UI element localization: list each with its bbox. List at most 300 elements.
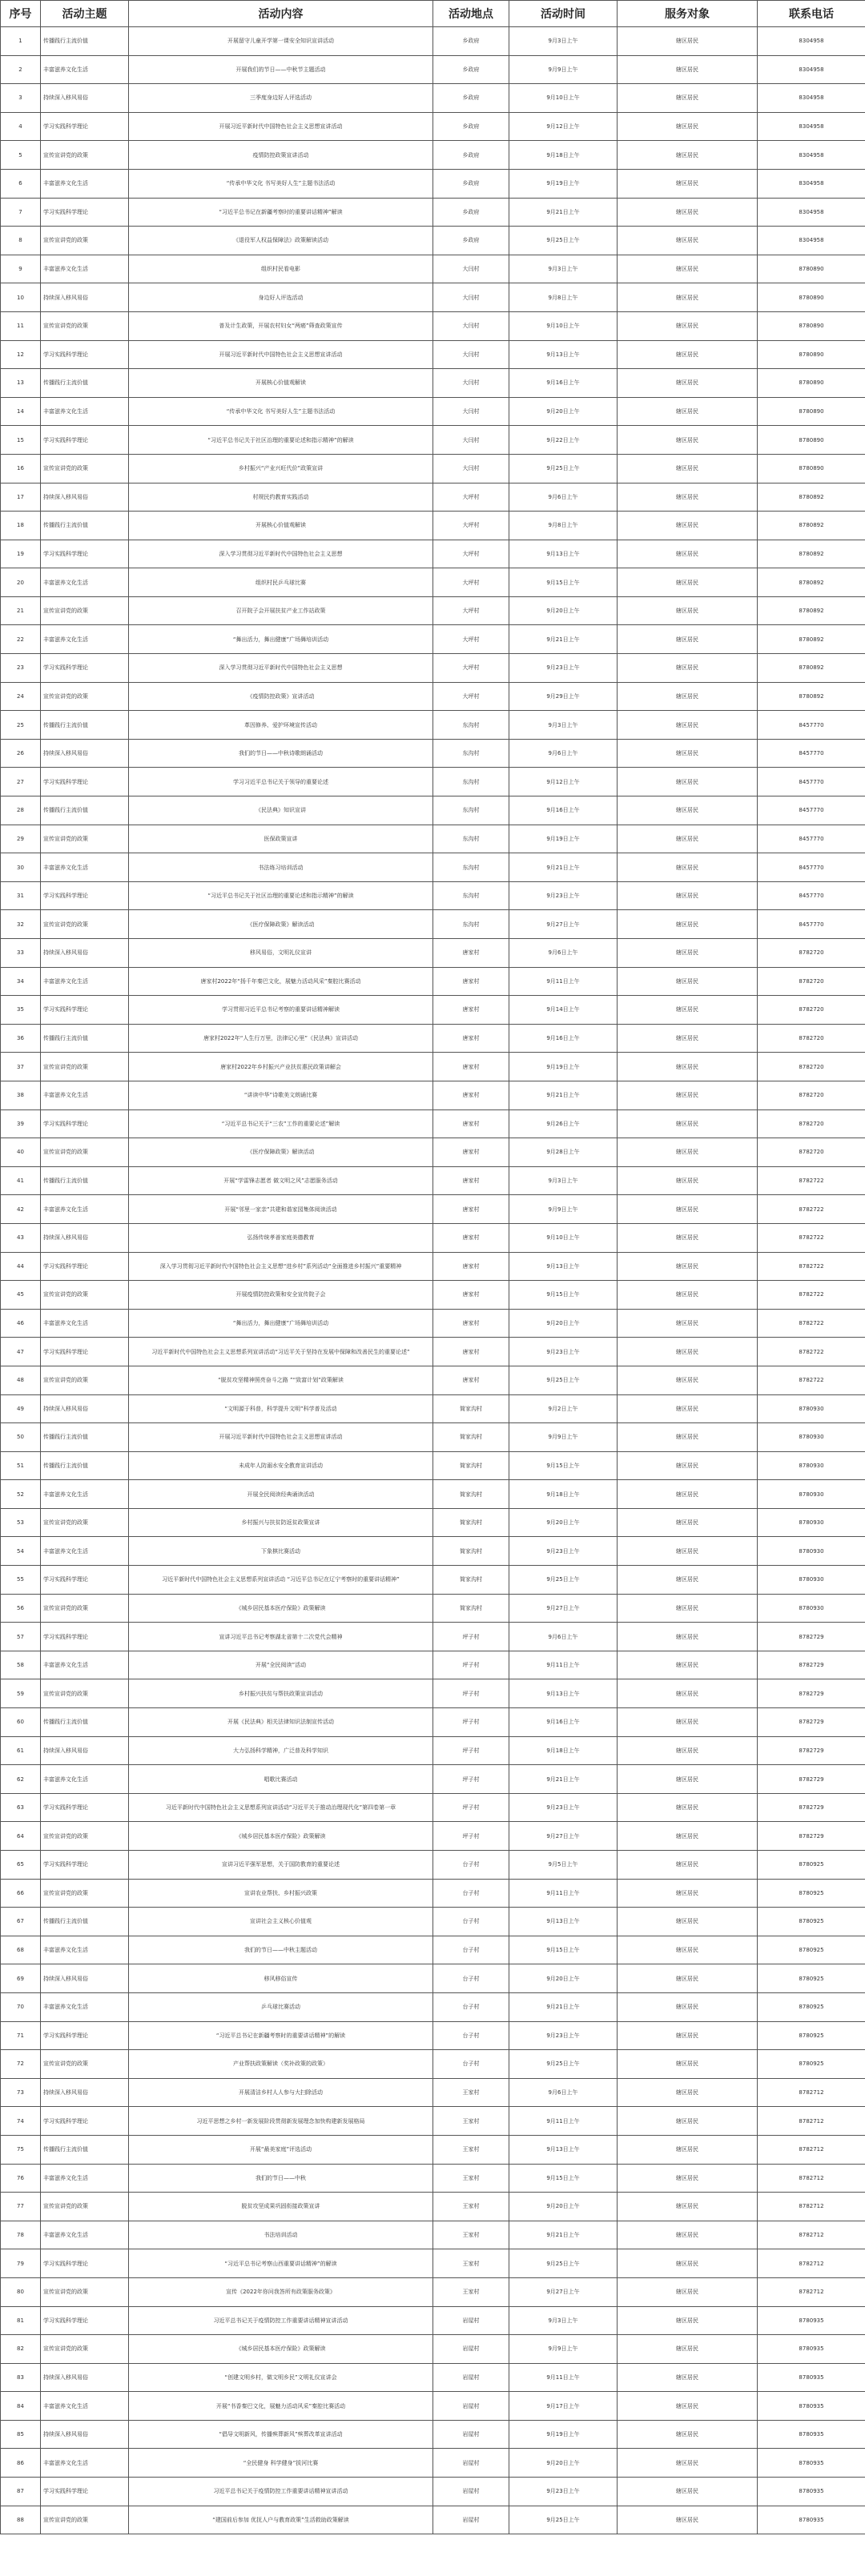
cell-phone: 8782722 bbox=[758, 1166, 865, 1195]
table-row bbox=[1, 1508, 865, 1537]
cell-time: 9月6日上午 bbox=[509, 2078, 618, 2107]
cell-place: 唐家村 bbox=[433, 1252, 509, 1281]
cell-target: 辖区居民 bbox=[618, 2021, 758, 2050]
cell-time: 9月25日上午 bbox=[509, 2249, 618, 2278]
cell-content: “讲读中华”诗歌美文朗诵比赛 bbox=[129, 1081, 433, 1109]
cell-place: 王家村 bbox=[433, 2277, 509, 2306]
cell-phone: 8304958 bbox=[758, 141, 865, 170]
cell-theme: 学习实践科学理论 bbox=[41, 540, 129, 568]
cell-time: 9月13日上午 bbox=[509, 1908, 618, 1936]
cell-target: 辖区居民 bbox=[618, 568, 758, 597]
cell-no: 46 bbox=[1, 1309, 41, 1338]
table-row bbox=[1, 1594, 865, 1623]
table-row bbox=[1, 1679, 865, 1708]
cell-content: 开展“学雷锋志愿者 做文明之风”志愿服务活动 bbox=[129, 1166, 433, 1195]
cell-content: 习近平思想之乡村一新发展阶段贯彻新发展理念加快构建新发展格局 bbox=[129, 2107, 433, 2136]
cell-place: 大坪村 bbox=[433, 512, 509, 540]
table-row bbox=[1, 1081, 865, 1109]
cell-no: 65 bbox=[1, 1851, 41, 1880]
cell-no: 4 bbox=[1, 112, 41, 141]
cell-target: 辖区居民 bbox=[618, 910, 758, 939]
cell-theme: 学习实践科学理论 bbox=[41, 1252, 129, 1281]
cell-place: 乡政府 bbox=[433, 27, 509, 56]
cell-target: 辖区居民 bbox=[618, 1708, 758, 1737]
cell-theme: 宣传宣讲党的政策 bbox=[41, 227, 129, 255]
cell-time: 9月19日上午 bbox=[509, 2420, 618, 2449]
cell-target: 辖区居民 bbox=[618, 1736, 758, 1765]
cell-phone: 8780892 bbox=[758, 596, 865, 625]
cell-content: 唐家村2022年乡村振兴产业扶贫惠民政策讲解会 bbox=[129, 1053, 433, 1081]
cell-target: 辖区居民 bbox=[618, 1223, 758, 1252]
cell-no: 15 bbox=[1, 426, 41, 455]
table-row bbox=[1, 55, 865, 84]
header-phone: 联系电话 bbox=[758, 1, 865, 27]
cell-no: 24 bbox=[1, 682, 41, 711]
cell-theme: 丰富滋养文化生活 bbox=[41, 967, 129, 996]
cell-place: 大坪村 bbox=[433, 596, 509, 625]
cell-target: 辖区居民 bbox=[618, 1109, 758, 1138]
cell-place: 坪子村 bbox=[433, 1736, 509, 1765]
cell-target: 辖区居民 bbox=[618, 2164, 758, 2193]
cell-target: 辖区居民 bbox=[618, 27, 758, 56]
cell-phone: 8782722 bbox=[758, 1366, 865, 1394]
cell-theme: 丰富滋养文化生活 bbox=[41, 169, 129, 198]
cell-theme: 宣传宣讲党的政策 bbox=[41, 2277, 129, 2306]
table-row bbox=[1, 739, 865, 768]
cell-content: 组织村民看电影 bbox=[129, 255, 433, 283]
cell-theme: 学习实践科学理论 bbox=[41, 2021, 129, 2050]
cell-time: 9月9日上午 bbox=[509, 2335, 618, 2364]
cell-time: 9月20日上午 bbox=[509, 397, 618, 426]
table-row bbox=[1, 1423, 865, 1452]
cell-content: 开展习近平新时代中国特色社会主义思想宣讲活动 bbox=[129, 112, 433, 141]
cell-target: 辖区居民 bbox=[618, 1851, 758, 1880]
cell-content: 《医疗保障政策》解读活动 bbox=[129, 910, 433, 939]
cell-no: 71 bbox=[1, 2021, 41, 2050]
cell-target: 辖区居民 bbox=[618, 2506, 758, 2534]
cell-content: 开展“书香秦巴文化，展魅力活动风采”秦腔比赛活动 bbox=[129, 2392, 433, 2421]
cell-time: 9月21日上午 bbox=[509, 853, 618, 882]
cell-theme: 宣传宣讲党的政策 bbox=[41, 682, 129, 711]
cell-phone: 8782722 bbox=[758, 1281, 865, 1310]
cell-phone: 8780890 bbox=[758, 426, 865, 455]
cell-place: 大闫村 bbox=[433, 283, 509, 312]
table-row bbox=[1, 27, 865, 56]
cell-theme: 丰富滋养文化生活 bbox=[41, 1195, 129, 1224]
cell-content: 开展“邻里一家亲”共建和谐家园集体阅读活动 bbox=[129, 1195, 433, 1224]
cell-time: 9月8日上午 bbox=[509, 512, 618, 540]
cell-no: 67 bbox=[1, 1908, 41, 1936]
cell-content: 开展《民法典》相关法律知识法制宣传活动 bbox=[129, 1708, 433, 1737]
cell-no: 68 bbox=[1, 1936, 41, 1964]
cell-time: 9月2日上午 bbox=[509, 1394, 618, 1423]
table-row bbox=[1, 198, 865, 227]
cell-time: 9月14日上午 bbox=[509, 996, 618, 1025]
cell-no: 76 bbox=[1, 2164, 41, 2193]
cell-target: 辖区居民 bbox=[618, 1252, 758, 1281]
cell-phone: 8782712 bbox=[758, 2078, 865, 2107]
cell-phone: 8304958 bbox=[758, 112, 865, 141]
cell-place: 乡政府 bbox=[433, 198, 509, 227]
cell-no: 3 bbox=[1, 84, 41, 113]
cell-phone: 8782720 bbox=[758, 1081, 865, 1109]
cell-theme: 学习实践科学理论 bbox=[41, 1109, 129, 1138]
cell-target: 辖区居民 bbox=[618, 939, 758, 968]
cell-phone: 8780935 bbox=[758, 2449, 865, 2478]
cell-target: 辖区居民 bbox=[618, 1394, 758, 1423]
cell-theme: 丰富滋养文化生活 bbox=[41, 2221, 129, 2249]
cell-phone: 8782720 bbox=[758, 1109, 865, 1138]
cell-target: 辖区居民 bbox=[618, 682, 758, 711]
cell-phone: 8780925 bbox=[758, 1964, 865, 1993]
cell-content: 习近平新时代中国特色社会主义思想系列宣讲活动 “习近平总书记在辽宁考察时的重要讲话精神” bbox=[129, 1566, 433, 1595]
cell-target: 辖区居民 bbox=[618, 1879, 758, 1908]
cell-phone: 8780892 bbox=[758, 540, 865, 568]
cell-no: 7 bbox=[1, 198, 41, 227]
table-row bbox=[1, 283, 865, 312]
cell-theme: 持续深入移风易俗 bbox=[41, 2420, 129, 2449]
cell-theme: 学习实践科学理论 bbox=[41, 2107, 129, 2136]
cell-content: 未成年人防溺水安全教育宣讲活动 bbox=[129, 1451, 433, 1480]
cell-no: 31 bbox=[1, 881, 41, 910]
cell-content: “创建文明乡村，做文明乡民”文明礼仪宣讲会 bbox=[129, 2363, 433, 2392]
cell-content: 开展清洁乡村人人参与大扫除活动 bbox=[129, 2078, 433, 2107]
cell-target: 辖区居民 bbox=[618, 1623, 758, 1651]
cell-place: 唐家村 bbox=[433, 1024, 509, 1053]
cell-target: 辖区居民 bbox=[618, 2249, 758, 2278]
cell-time: 9月5日上午 bbox=[509, 1851, 618, 1880]
cell-theme: 传播践行主流价值 bbox=[41, 2135, 129, 2164]
cell-time: 9月6日上午 bbox=[509, 939, 618, 968]
cell-content: 宣传《2022年你问我答所有政策服务政策》 bbox=[129, 2277, 433, 2306]
cell-theme: 学习实践科学理论 bbox=[41, 340, 129, 369]
cell-target: 辖区居民 bbox=[618, 1822, 758, 1851]
cell-content: 学习习近平总书记关于领导的重要论述 bbox=[129, 768, 433, 796]
cell-place: 唐家村 bbox=[433, 1109, 509, 1138]
cell-place: 东沟村 bbox=[433, 796, 509, 825]
cell-target: 辖区居民 bbox=[618, 1594, 758, 1623]
cell-content: 学习贯彻习近平总书记考察的重要讲话精神解读 bbox=[129, 996, 433, 1025]
cell-content: 开展全民阅读经典诵读活动 bbox=[129, 1480, 433, 1509]
cell-phone: 8782712 bbox=[758, 2164, 865, 2193]
cell-no: 79 bbox=[1, 2249, 41, 2278]
cell-no: 47 bbox=[1, 1338, 41, 1366]
cell-target: 辖区居民 bbox=[618, 768, 758, 796]
cell-place: 唐家村 bbox=[433, 1166, 509, 1195]
table-row bbox=[1, 1053, 865, 1081]
cell-time: 9月28日上午 bbox=[509, 1138, 618, 1167]
cell-no: 77 bbox=[1, 2193, 41, 2221]
cell-no: 56 bbox=[1, 1594, 41, 1623]
cell-phone: 8782729 bbox=[758, 1651, 865, 1679]
cell-place: 简家沟村 bbox=[433, 1566, 509, 1595]
cell-no: 57 bbox=[1, 1623, 41, 1651]
cell-target: 辖区居民 bbox=[618, 55, 758, 84]
cell-phone: 8780892 bbox=[758, 625, 865, 654]
table-row bbox=[1, 2050, 865, 2079]
cell-theme: 丰富滋养文化生活 bbox=[41, 55, 129, 84]
table-row bbox=[1, 967, 865, 996]
table-row bbox=[1, 1109, 865, 1138]
cell-target: 辖区居民 bbox=[618, 739, 758, 768]
cell-phone: 8780935 bbox=[758, 2506, 865, 2534]
table-row bbox=[1, 1195, 865, 1224]
table-row bbox=[1, 2335, 865, 2364]
cell-no: 60 bbox=[1, 1708, 41, 1737]
cell-theme: 持续深入移风易俗 bbox=[41, 939, 129, 968]
table-row bbox=[1, 1793, 865, 1822]
cell-theme: 传播践行主流价值 bbox=[41, 711, 129, 740]
cell-place: 岩屋村 bbox=[433, 2306, 509, 2335]
cell-no: 51 bbox=[1, 1451, 41, 1480]
cell-place: 台子村 bbox=[433, 2050, 509, 2079]
cell-place: 乡政府 bbox=[433, 141, 509, 170]
cell-target: 辖区居民 bbox=[618, 540, 758, 568]
table-row bbox=[1, 255, 865, 283]
cell-content: “倡导文明新风，传播殡葬新风”殡葬改革宣讲活动 bbox=[129, 2420, 433, 2449]
cell-no: 2 bbox=[1, 55, 41, 84]
header-content: 活动内容 bbox=[129, 1, 433, 27]
cell-content: 开展习近平新时代中国特色社会主义思想宣讲活动 bbox=[129, 1423, 433, 1452]
cell-phone: 8780935 bbox=[758, 2420, 865, 2449]
cell-phone: 8780930 bbox=[758, 1537, 865, 1566]
cell-place: 王家村 bbox=[433, 2078, 509, 2107]
cell-content: 习近平新时代中国特色社会主义思想系列宣讲活动“习近平关于推动治理现代化”第四卷第一章 bbox=[129, 1793, 433, 1822]
cell-target: 辖区居民 bbox=[618, 112, 758, 141]
cell-phone: 8780930 bbox=[758, 1451, 865, 1480]
table-row bbox=[1, 512, 865, 540]
cell-theme: 丰富滋养文化生活 bbox=[41, 1309, 129, 1338]
cell-phone: 8782729 bbox=[758, 1623, 865, 1651]
cell-target: 辖区居民 bbox=[618, 1081, 758, 1109]
cell-content: 开展留守儿童开学第一课安全知识宣讲活动 bbox=[129, 27, 433, 56]
cell-theme: 丰富滋养文化生活 bbox=[41, 1936, 129, 1964]
cell-phone: 8782729 bbox=[758, 1822, 865, 1851]
cell-place: 唐家村 bbox=[433, 1053, 509, 1081]
table-row bbox=[1, 454, 865, 483]
cell-phone: 8457770 bbox=[758, 881, 865, 910]
table-row bbox=[1, 596, 865, 625]
cell-content: 乡村振兴“产业兴旺代价”政策宣讲 bbox=[129, 454, 433, 483]
cell-phone: 8780925 bbox=[758, 2021, 865, 2050]
cell-time: 9月19日上午 bbox=[509, 169, 618, 198]
cell-time: 9月25日上午 bbox=[509, 1566, 618, 1595]
cell-content: 疫情防控政策宣讲活动 bbox=[129, 141, 433, 170]
cell-content: “传承中华文化 书写美好人生”主题书法活动 bbox=[129, 397, 433, 426]
cell-no: 34 bbox=[1, 967, 41, 996]
cell-target: 辖区居民 bbox=[618, 198, 758, 227]
cell-target: 辖区居民 bbox=[618, 1451, 758, 1480]
cell-no: 45 bbox=[1, 1281, 41, 1310]
cell-theme: 学习实践科学理论 bbox=[41, 2249, 129, 2278]
cell-target: 辖区居民 bbox=[618, 1992, 758, 2021]
cell-phone: 8780930 bbox=[758, 1394, 865, 1423]
table-row bbox=[1, 996, 865, 1025]
cell-time: 9月20日上午 bbox=[509, 596, 618, 625]
cell-time: 9月18日上午 bbox=[509, 141, 618, 170]
cell-content: 深入学习贯彻习近平新时代中国特色社会主义思想 bbox=[129, 654, 433, 683]
cell-phone: 8457770 bbox=[758, 768, 865, 796]
cell-theme: 丰富滋养文化生活 bbox=[41, 2392, 129, 2421]
cell-theme: 学习实践科学理论 bbox=[41, 1566, 129, 1595]
cell-phone: 8782722 bbox=[758, 1309, 865, 1338]
cell-target: 辖区居民 bbox=[618, 2392, 758, 2421]
cell-target: 辖区居民 bbox=[618, 1537, 758, 1566]
cell-theme: 学习实践科学理论 bbox=[41, 1338, 129, 1366]
cell-time: 9月20日上午 bbox=[509, 2449, 618, 2478]
header-place: 活动地点 bbox=[433, 1, 509, 27]
cell-no: 40 bbox=[1, 1138, 41, 1167]
table-row bbox=[1, 2506, 865, 2534]
cell-phone: 8782712 bbox=[758, 2193, 865, 2221]
cell-target: 辖区居民 bbox=[618, 1338, 758, 1366]
cell-content: 《城乡居民基本医疗保险》政策解读 bbox=[129, 2335, 433, 2364]
cell-place: 台子村 bbox=[433, 1908, 509, 1936]
cell-no: 50 bbox=[1, 1423, 41, 1452]
table-row bbox=[1, 1394, 865, 1423]
cell-place: 台子村 bbox=[433, 1851, 509, 1880]
cell-target: 辖区居民 bbox=[618, 141, 758, 170]
cell-place: 大闫村 bbox=[433, 311, 509, 340]
cell-target: 辖区居民 bbox=[618, 369, 758, 398]
cell-theme: 持续深入移风易俗 bbox=[41, 84, 129, 113]
cell-time: 9月9日上午 bbox=[509, 1195, 618, 1224]
cell-target: 辖区居民 bbox=[618, 1138, 758, 1167]
table-row bbox=[1, 2449, 865, 2478]
cell-no: 72 bbox=[1, 2050, 41, 2079]
cell-theme: 持续深入移风易俗 bbox=[41, 483, 129, 512]
cell-target: 辖区居民 bbox=[618, 227, 758, 255]
cell-place: 台子村 bbox=[433, 1936, 509, 1964]
cell-phone: 8304958 bbox=[758, 169, 865, 198]
cell-phone: 8457770 bbox=[758, 796, 865, 825]
cell-target: 辖区居民 bbox=[618, 1024, 758, 1053]
cell-phone: 8782720 bbox=[758, 996, 865, 1025]
table-row bbox=[1, 568, 865, 597]
cell-content: 开展“全民阅读”活动 bbox=[129, 1651, 433, 1679]
table-row bbox=[1, 711, 865, 740]
cell-no: 27 bbox=[1, 768, 41, 796]
cell-theme: 宣传宣讲党的政策 bbox=[41, 1053, 129, 1081]
cell-content: 《退役军人权益保障法》政策解读活动 bbox=[129, 227, 433, 255]
cell-content: 《城乡居民基本医疗保险》政策解读 bbox=[129, 1822, 433, 1851]
cell-phone: 8782722 bbox=[758, 1338, 865, 1366]
cell-target: 辖区居民 bbox=[618, 2478, 758, 2506]
table-row bbox=[1, 426, 865, 455]
cell-place: 唐家村 bbox=[433, 1195, 509, 1224]
table-row bbox=[1, 2078, 865, 2107]
cell-theme: 学习实践科学理论 bbox=[41, 654, 129, 683]
cell-phone: 8782729 bbox=[758, 1765, 865, 1794]
cell-theme: 持续深入移风易俗 bbox=[41, 2078, 129, 2107]
cell-target: 辖区居民 bbox=[618, 512, 758, 540]
table-row bbox=[1, 340, 865, 369]
cell-place: 台子村 bbox=[433, 1964, 509, 1993]
cell-no: 85 bbox=[1, 2420, 41, 2449]
table-row bbox=[1, 768, 865, 796]
cell-theme: 丰富滋养文化生活 bbox=[41, 2164, 129, 2193]
cell-no: 80 bbox=[1, 2277, 41, 2306]
cell-place: 岩屋村 bbox=[433, 2392, 509, 2421]
cell-theme: 学习实践科学理论 bbox=[41, 426, 129, 455]
cell-target: 辖区居民 bbox=[618, 1195, 758, 1224]
cell-time: 9月23日上午 bbox=[509, 1793, 618, 1822]
cell-content: 开展习近平新时代中国特色社会主义思想宣讲活动 bbox=[129, 340, 433, 369]
cell-content: 移风移俗宣传 bbox=[129, 1964, 433, 1993]
table-header-row bbox=[1, 1, 865, 27]
cell-time: 9月13日上午 bbox=[509, 1252, 618, 1281]
cell-no: 86 bbox=[1, 2449, 41, 2478]
table-row bbox=[1, 397, 865, 426]
cell-place: 唐家村 bbox=[433, 1366, 509, 1394]
cell-target: 辖区居民 bbox=[618, 1679, 758, 1708]
cell-theme: 宣传宣讲党的政策 bbox=[41, 1594, 129, 1623]
cell-theme: 传播践行主流价值 bbox=[41, 1166, 129, 1195]
cell-place: 大闫村 bbox=[433, 255, 509, 283]
cell-no: 29 bbox=[1, 825, 41, 853]
cell-no: 59 bbox=[1, 1679, 41, 1708]
cell-no: 9 bbox=[1, 255, 41, 283]
cell-phone: 8304958 bbox=[758, 27, 865, 56]
cell-time: 9月11日上午 bbox=[509, 1879, 618, 1908]
cell-content: 我们的节日——中秋诗歌朗诵活动 bbox=[129, 739, 433, 768]
cell-content: 乡村振兴扶贫与帮扶政策宣讲活动 bbox=[129, 1679, 433, 1708]
cell-place: 乡政府 bbox=[433, 55, 509, 84]
table-row bbox=[1, 2478, 865, 2506]
cell-time: 9月20日上午 bbox=[509, 1508, 618, 1537]
cell-target: 辖区居民 bbox=[618, 1936, 758, 1964]
cell-place: 简家沟村 bbox=[433, 1594, 509, 1623]
cell-content: 《医疗保障政策》解读活动 bbox=[129, 1138, 433, 1167]
cell-time: 9月23日上午 bbox=[509, 1338, 618, 1366]
header-time: 活动时间 bbox=[509, 1, 618, 27]
cell-theme: 宣传宣讲党的政策 bbox=[41, 1879, 129, 1908]
table-row bbox=[1, 1623, 865, 1651]
cell-place: 坪子村 bbox=[433, 1651, 509, 1679]
cell-target: 辖区居民 bbox=[618, 796, 758, 825]
cell-place: 王家村 bbox=[433, 2107, 509, 2136]
cell-content: 普及计生政策，开展农村妇女“两癌”筛查政策宣传 bbox=[129, 311, 433, 340]
cell-theme: 持续深入移风易俗 bbox=[41, 283, 129, 312]
table-row bbox=[1, 1651, 865, 1679]
cell-target: 辖区居民 bbox=[618, 2135, 758, 2164]
cell-time: 9月11日上午 bbox=[509, 967, 618, 996]
cell-target: 辖区居民 bbox=[618, 2277, 758, 2306]
cell-theme: 丰富滋养文化生活 bbox=[41, 2449, 129, 2478]
cell-target: 辖区居民 bbox=[618, 1908, 758, 1936]
table-row bbox=[1, 2021, 865, 2050]
cell-place: 岩屋村 bbox=[433, 2449, 509, 2478]
cell-content: “习近平总书记关于社区治理的重要论述和指示精神”的解读 bbox=[129, 881, 433, 910]
cell-theme: 学习实践科学理论 bbox=[41, 1793, 129, 1822]
cell-place: 唐家村 bbox=[433, 967, 509, 996]
table-row bbox=[1, 1338, 865, 1366]
cell-phone: 8782729 bbox=[758, 1793, 865, 1822]
cell-time: 9月27日上午 bbox=[509, 2277, 618, 2306]
cell-place: 东沟村 bbox=[433, 739, 509, 768]
cell-content: 移风易俗，文明礼仪宣讲 bbox=[129, 939, 433, 968]
cell-no: 35 bbox=[1, 996, 41, 1025]
cell-content: 革因修养、爱护环境宣传活动 bbox=[129, 711, 433, 740]
cell-time: 9月19日上午 bbox=[509, 1053, 618, 1081]
cell-place: 坪子村 bbox=[433, 1623, 509, 1651]
cell-content: “舞出活力，舞出健康”广场舞培训活动 bbox=[129, 625, 433, 654]
cell-content: 《城乡居民基本医疗保险》政策解读 bbox=[129, 1594, 433, 1623]
cell-theme: 传播践行主流价值 bbox=[41, 512, 129, 540]
cell-theme: 传播践行主流价值 bbox=[41, 1423, 129, 1452]
cell-target: 辖区居民 bbox=[618, 2078, 758, 2107]
cell-theme: 宣传宣讲党的政策 bbox=[41, 1822, 129, 1851]
